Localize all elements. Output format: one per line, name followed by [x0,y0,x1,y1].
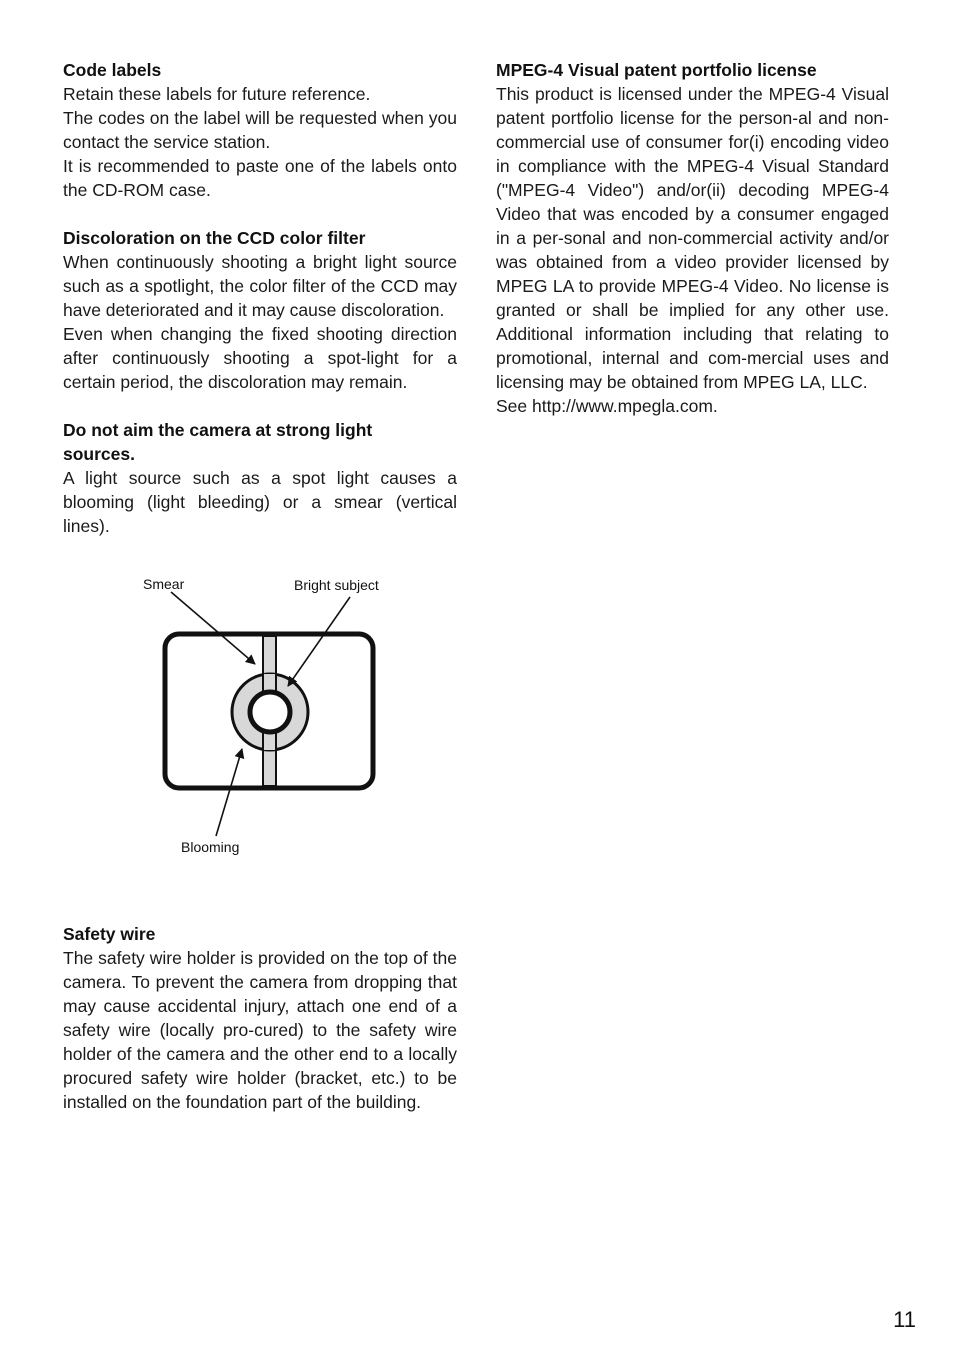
mpeg4-license-heading: MPEG-4 Visual patent portfolio license [496,60,817,80]
page-number: 11 [893,1307,916,1332]
strong-light-paragraph: A light source such as a spot light causes a blooming (light bleeding) or a smear (vertical lines). [63,468,457,536]
discoloration-paragraph: When continuously shooting a bright light source such as a spotlight, the color filter of the CCD may have deteriorated and it may cause discoloration. [63,252,457,320]
mpeg4-license-link-text: See http://www.mpegla.com. [496,396,718,416]
discoloration-heading: Discoloration on the CCD color filter [63,228,366,248]
mpeg4-license-section [496,58,889,418]
smear-blooming-diagram [63,564,457,914]
code-labels-paragraph: The codes on the label will be requested when you contact the service station. [63,108,457,152]
strong-light-heading: Do not aim the camera at strong light sources. [63,420,373,464]
discoloration-section [63,226,457,394]
strong-light-section [63,418,457,538]
mpeg4-license-paragraph: This product is licensed under the MPEG-4 Visual patent portfolio license for the person-al and non-commercial use of consumer for(i) encoding video in compliance with the MPEG-4 Visual Standard ("MPEG-4 Video") and/or(ii) decoding MPEG-4 Video that was encoded by a consumer engaged in a per-sonal and non-commercial activity and/or was obtained from a video provider licensed by MPEG LA to provide MPEG-4 Video. No license is granted or shall be implied for any other use. Additional information including that relating to promotional, internal and com-mercial uses and licensing may be obtained from MPEG LA, LLC. [496,84,889,392]
bright-subject-circle [250,692,290,732]
code-labels-heading: Code labels [63,60,162,80]
right-column [496,58,889,442]
smear-label: Smear [143,576,185,592]
code-labels-paragraph: It is recommended to paste one of the labels onto the CD-ROM case. [63,156,457,200]
safety-wire-heading: Safety wire [63,924,156,944]
left-column [63,58,457,1138]
blooming-label: Blooming [181,839,240,855]
diagram-drawing [63,564,457,914]
code-labels-section [63,58,457,202]
safety-wire-section [63,922,457,1114]
discoloration-paragraph: Even when changing the fixed shooting direction after continuously shooting a spot-light for a certain period, the discoloration may remain. [63,324,457,392]
code-labels-paragraph: Retain these labels for future reference. [63,84,371,104]
bright-subject-label: Bright subject [294,577,379,593]
safety-wire-paragraph: The safety wire holder is provided on the top of the camera. To prevent the camera from dropping that may cause accidental injury, attach one end of a safety wire (locally pro-cured) to the safety wire holder of the camera and the other end to a locally procured safety wire holder (bracket, etc.) to be installed on the foundation part of the building. [63,948,457,1112]
